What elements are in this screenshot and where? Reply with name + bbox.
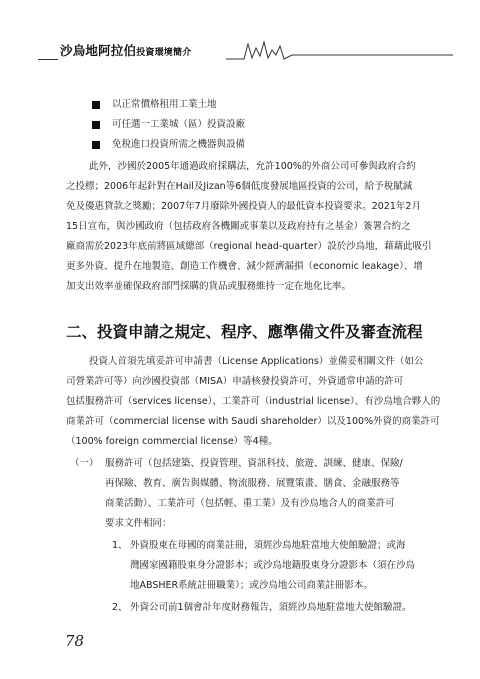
paragraph-line: 包括服務許可（services license）、工業許可（industrial license）、有沙烏地合夥人的 <box>66 396 441 407</box>
paragraph-line: 投資人首須先填妥許可申請書（License Applications）並備妥相關文件（如公 <box>89 356 424 367</box>
bullet-square <box>92 101 100 109</box>
paragraph-line: 商業許可（commercial license with Saudi shareholder）以及100%外資的商業許可 <box>66 416 440 427</box>
list-item-line: 要求文件相同： <box>105 518 172 529</box>
bullet-square <box>92 141 100 149</box>
paragraph-line: （100% foreign commercial license）等4種。 <box>66 436 278 447</box>
paragraph-line: 此外，沙國於2005年通過政府採購法，允許100%的外商公司可參與政府合約 <box>89 161 416 172</box>
list-marker: （一） <box>70 458 99 469</box>
header-title-sub: 投資環境簡介 <box>136 48 192 58</box>
header-title <box>60 41 191 59</box>
sub-list-marker: 1、 <box>112 540 128 551</box>
heartbeat-line-icon <box>226 38 453 62</box>
sub-list-line: 外資股東在母國的商業註冊，須經沙烏地駐當地大使館驗證；或海 <box>130 540 406 551</box>
sub-list-line: 地ABSHER系統註冊職業）；或沙烏地公司商業註冊影本。 <box>130 580 373 591</box>
paragraph-line: 免及優惠貸款之獎勵；2007年7月廢除外國投資人的最低資本投資要求。2021年2月 <box>66 201 421 212</box>
page-number: 78 <box>65 632 85 650</box>
paragraph-line: 15日宣布，與沙國政府（包括政府各機關或事業以及政府持有之基金）簽署合約之 <box>66 221 411 232</box>
section-heading: 二、投資申請之規定、程序、應準備文件及審查流程 <box>66 322 423 341</box>
list-item-line: 服務許可（包括建築、投資管理、資訊科技、旅遊、訓練、健康、保險/ <box>105 458 403 469</box>
running-header <box>38 38 453 60</box>
sub-list-marker: 2、 <box>112 602 128 613</box>
sub-list-line: 灣國家國籍股東身分證影本；或沙烏地籍股東身分證影本（須在沙烏 <box>130 560 416 571</box>
paragraph-line: 廠商需於2023年底前將區域總部（regional head-quarter）設於沙烏地，藉藉此吸引 <box>66 241 432 252</box>
paragraph-line: 之投標；2006年起針對在Hail及Jizan等6個低度發展地區投資的公司，給予稅賦減 <box>66 181 413 192</box>
bullet-square <box>92 121 100 129</box>
header-title-main: 沙烏地阿拉伯 <box>60 43 137 58</box>
paragraph-line: 司營業許可等）向沙國投資部（MISA）申請核發投資許可，外資通常申請的許可 <box>66 376 404 387</box>
paragraph-line: 更多外資、提升在地製造、創造工作機會、減少經濟漏損（economic leakage）、增 <box>66 261 423 272</box>
bullet-text: 以正常價格租用工業土地 <box>112 99 217 110</box>
bullet-text: 可任選一工業城（區）投資設廠 <box>112 119 246 130</box>
sub-list-line: 外資公司前1個會計年度財務報告，須經沙烏地駐當地大使館驗證。 <box>130 602 412 613</box>
bullet-text: 免稅進口投資所需之機器與設備 <box>112 139 246 150</box>
header-rule-left <box>38 59 58 60</box>
paragraph-line: 加支出效率並確保政府部門採購的貨品或服務維持一定在地化比率。 <box>66 281 352 292</box>
list-item-line: 商業活動）、工業許可（包括輕、重工業）及有沙烏地合人的商業許可 <box>105 498 395 509</box>
list-item-line: 再保險、教育、廣告與媒體、物流服務、展覽策畫、膳食、金融服務等 <box>105 478 400 489</box>
